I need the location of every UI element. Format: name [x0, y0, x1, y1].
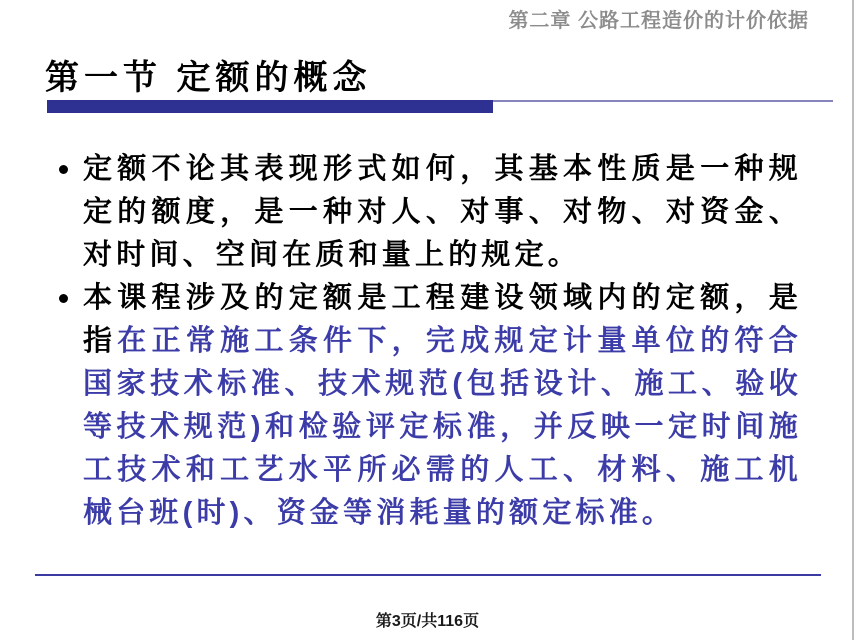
bullet-item-course-scope	[50, 277, 802, 535]
chapter-header: 第二章 公路工程造价的计价依据	[508, 10, 809, 32]
slide-body	[50, 148, 802, 535]
page-number: 第3页/共116页	[375, 613, 480, 630]
slide-title: 第一节 定额的概念	[45, 59, 372, 97]
bullet-dot-icon	[59, 294, 68, 303]
bullet-dot-icon	[59, 165, 68, 174]
bullet-text-emphasis: 在正常施工条件下，完成规定计量单位的符合国家技术标准、技术规范(包括设计、施工、验收等技术规范)和检验评定标准，并反映一定时间施工技术和工艺水平所必需的人工、材料、施工机械台班(时)、资金等消耗量的额定标准。	[83, 325, 802, 529]
footer-divider-rule	[35, 574, 821, 576]
title-accent-bar	[47, 100, 493, 113]
bullet-text-prefix: 本课程涉及的定额是工程建设领域内的定额，是指	[83, 282, 802, 357]
right-edge-border	[852, 0, 854, 640]
bullet-text: 定额不论其表现形式如何，其基本性质是一种规定的额度，是一种对人、对事、对物、对资金、对时间、空间在质和量上的规定。	[83, 153, 802, 271]
bullet-item-definition	[50, 148, 802, 277]
